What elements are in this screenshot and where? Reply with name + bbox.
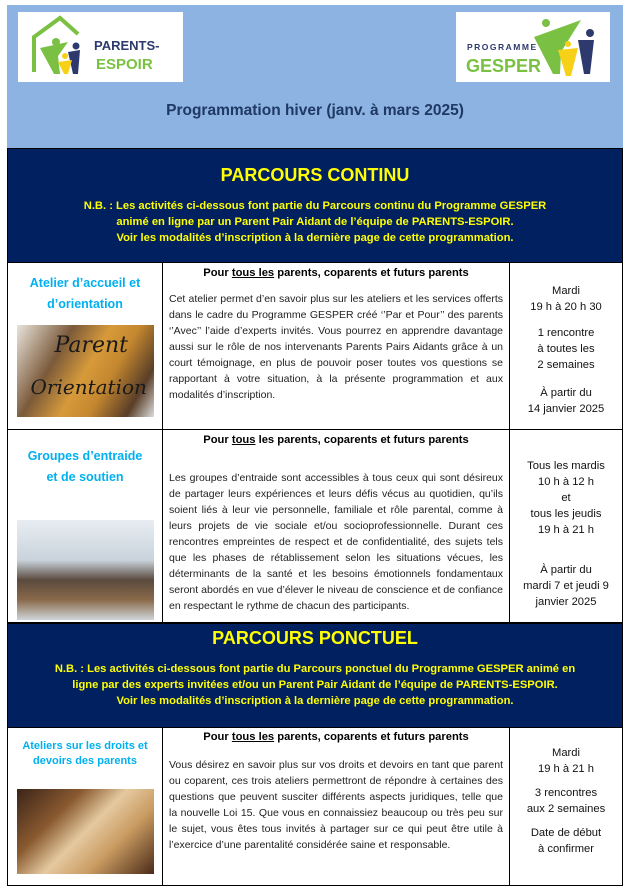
support-group-image <box>17 520 154 620</box>
section-note: N.B. : Les activités ci-dessous font partie du Parcours ponctuel du Programme GESPER animé en <box>54 663 576 675</box>
activity-description: Vous désirez en savoir plus sur vos droits et devoirs en tant que parent ou coparent, ces trois ateliers permettront de répondre à certaines des questions que peuvent susciter différents aspects juridiques, telle que la nouvelle Loi 15. Que vous en connaissiez beaucoup ou très peu sur le sujet, vous êtes tous invités à partager sur ce qui peut être utile à l’exercice d’une parentalité considérée saine et responsable. <box>169 759 503 851</box>
puzzle-orientation-image <box>17 325 154 417</box>
text: 14 janvier 2025 <box>527 403 605 415</box>
logo-line1: PARENTS- <box>94 38 160 53</box>
section-note: ligne par des experts invitées et/ou un Parent Pair Aidant de l’équipe de PARENTS-ESPOIR. <box>72 679 558 691</box>
activity-schedule <box>510 263 622 429</box>
text: 3 rencontres <box>534 787 598 799</box>
activity-title: Groupes d’entraide et de soutien <box>27 449 143 484</box>
section-header-continu <box>7 148 623 263</box>
text: 2 semaines <box>537 359 595 371</box>
text: Mardi <box>552 747 580 759</box>
header-banner <box>7 5 623 148</box>
svg-text:GESPER: GESPER <box>466 56 542 76</box>
text: Tous les mardis <box>527 460 605 472</box>
text: 19 h à 20 h 30 <box>530 301 602 313</box>
text: et <box>561 492 571 504</box>
section-note: animé en ligne par un Parent Pair Aidant de l’équipe de PARENTS-ESPOIR. <box>116 216 514 228</box>
logo-line2: ESPOIR <box>96 56 153 73</box>
activity-row <box>7 727 623 886</box>
text: 10 h à 12 h <box>538 476 594 488</box>
parents-espoir-logo <box>18 12 183 82</box>
audience <box>169 434 503 446</box>
activity-row <box>7 430 623 623</box>
text: mardi 7 et jeudi 9 <box>523 580 609 592</box>
section-note: Voir les modalités d’inscription à la dernière page de cette programmation. <box>116 232 514 244</box>
text: tous les jeudis <box>530 508 602 520</box>
house-family-icon <box>18 12 183 82</box>
text: Pour <box>203 731 232 743</box>
section-note: Voir les modalités d’inscription à la dernière page de cette programmation. <box>116 695 514 707</box>
page-title: Programmation hiver (janv. à mars 2025) <box>166 102 464 119</box>
svg-text:PROGRAMME: PROGRAMME <box>467 42 538 52</box>
text: 19 h à 21 h <box>538 763 594 775</box>
teddy-bear-justice-image <box>17 789 154 874</box>
gesper-figures-icon <box>456 12 610 82</box>
programme-gesper-logo <box>456 12 610 82</box>
activity-title: Ateliers sur les droits et devoirs des parents <box>22 740 148 767</box>
text: Date de début <box>530 827 602 839</box>
section-header-ponctuel <box>7 623 623 728</box>
text: À partir du <box>540 387 592 399</box>
text: parents, coparents et futurs parents <box>274 731 469 743</box>
text: Pour <box>203 434 232 446</box>
activity-schedule <box>510 727 622 885</box>
text: janvier 2025 <box>535 596 597 608</box>
audience <box>169 731 503 743</box>
text: 19 h à 21 h <box>538 524 594 536</box>
text: à confirmer <box>538 843 594 855</box>
text: 1 rencontre <box>537 327 595 339</box>
activity-title: Atelier d’accueil et d’orientation <box>29 276 141 311</box>
activity-row <box>7 263 623 430</box>
section-title: PARCOURS PONCTUEL <box>212 628 418 648</box>
section-title: PARCOURS CONTINU <box>220 165 410 185</box>
activity-description: Les groupes d’entraide sont accessibles à tous ceux qui sont désireux de partager leurs expériences et leurs défis vécus au quotidien, qu’ils soient liés à leur vie personnelle, familiale et rôle parental, comme à leurs projets de vie sociale et/ou socioprofessionnelle. Durant ces rencontres empreintes de respect et de confidentialité, des sujets tels que les phases de rétablissement selon les situations vécues, les déterminants de la santé et les besoins émotionnels fondamentaux seront abordés en vue d’élever le niveau de conscience et de confiance en respectant le rythme de chacun des participants. <box>169 472 503 612</box>
text: À partir du <box>540 564 592 576</box>
text: les parents, coparents et futurs parents <box>255 434 469 446</box>
audience <box>169 267 503 279</box>
text: aux 2 semaines <box>526 803 606 815</box>
text: Pour <box>203 267 232 279</box>
section-note: N.B. : Les activités ci-dessous font partie du Parcours continu du Programme GESPER <box>83 200 547 212</box>
text: à toutes les <box>537 343 595 355</box>
text: tous les <box>231 267 275 279</box>
activity-schedule <box>510 430 622 622</box>
text: Mardi <box>552 285 580 297</box>
text: parents, coparents et futurs parents <box>274 267 469 279</box>
image-caption: Parent <box>54 333 128 358</box>
text: tous les <box>231 731 275 743</box>
image-caption: Orientation <box>30 375 147 399</box>
activity-description: Cet atelier permet d’en savoir plus sur les ateliers et les services offerts dans le cadre du Programme GESPER créé ‘’Par et Pour’’ des parents ‘’Avec’’ l’aide d’experts invités. Vous pourrez en apprendre davantage aussi sur le rôle de nos intervenants Parents Pairs Aidants grâce à un court témoignage, en plus de pouvoir poser toutes vos questions se rapportant à votre situation, à la présente programmation et aux modalités d’inscription. <box>169 293 503 401</box>
text: tous <box>231 434 256 446</box>
